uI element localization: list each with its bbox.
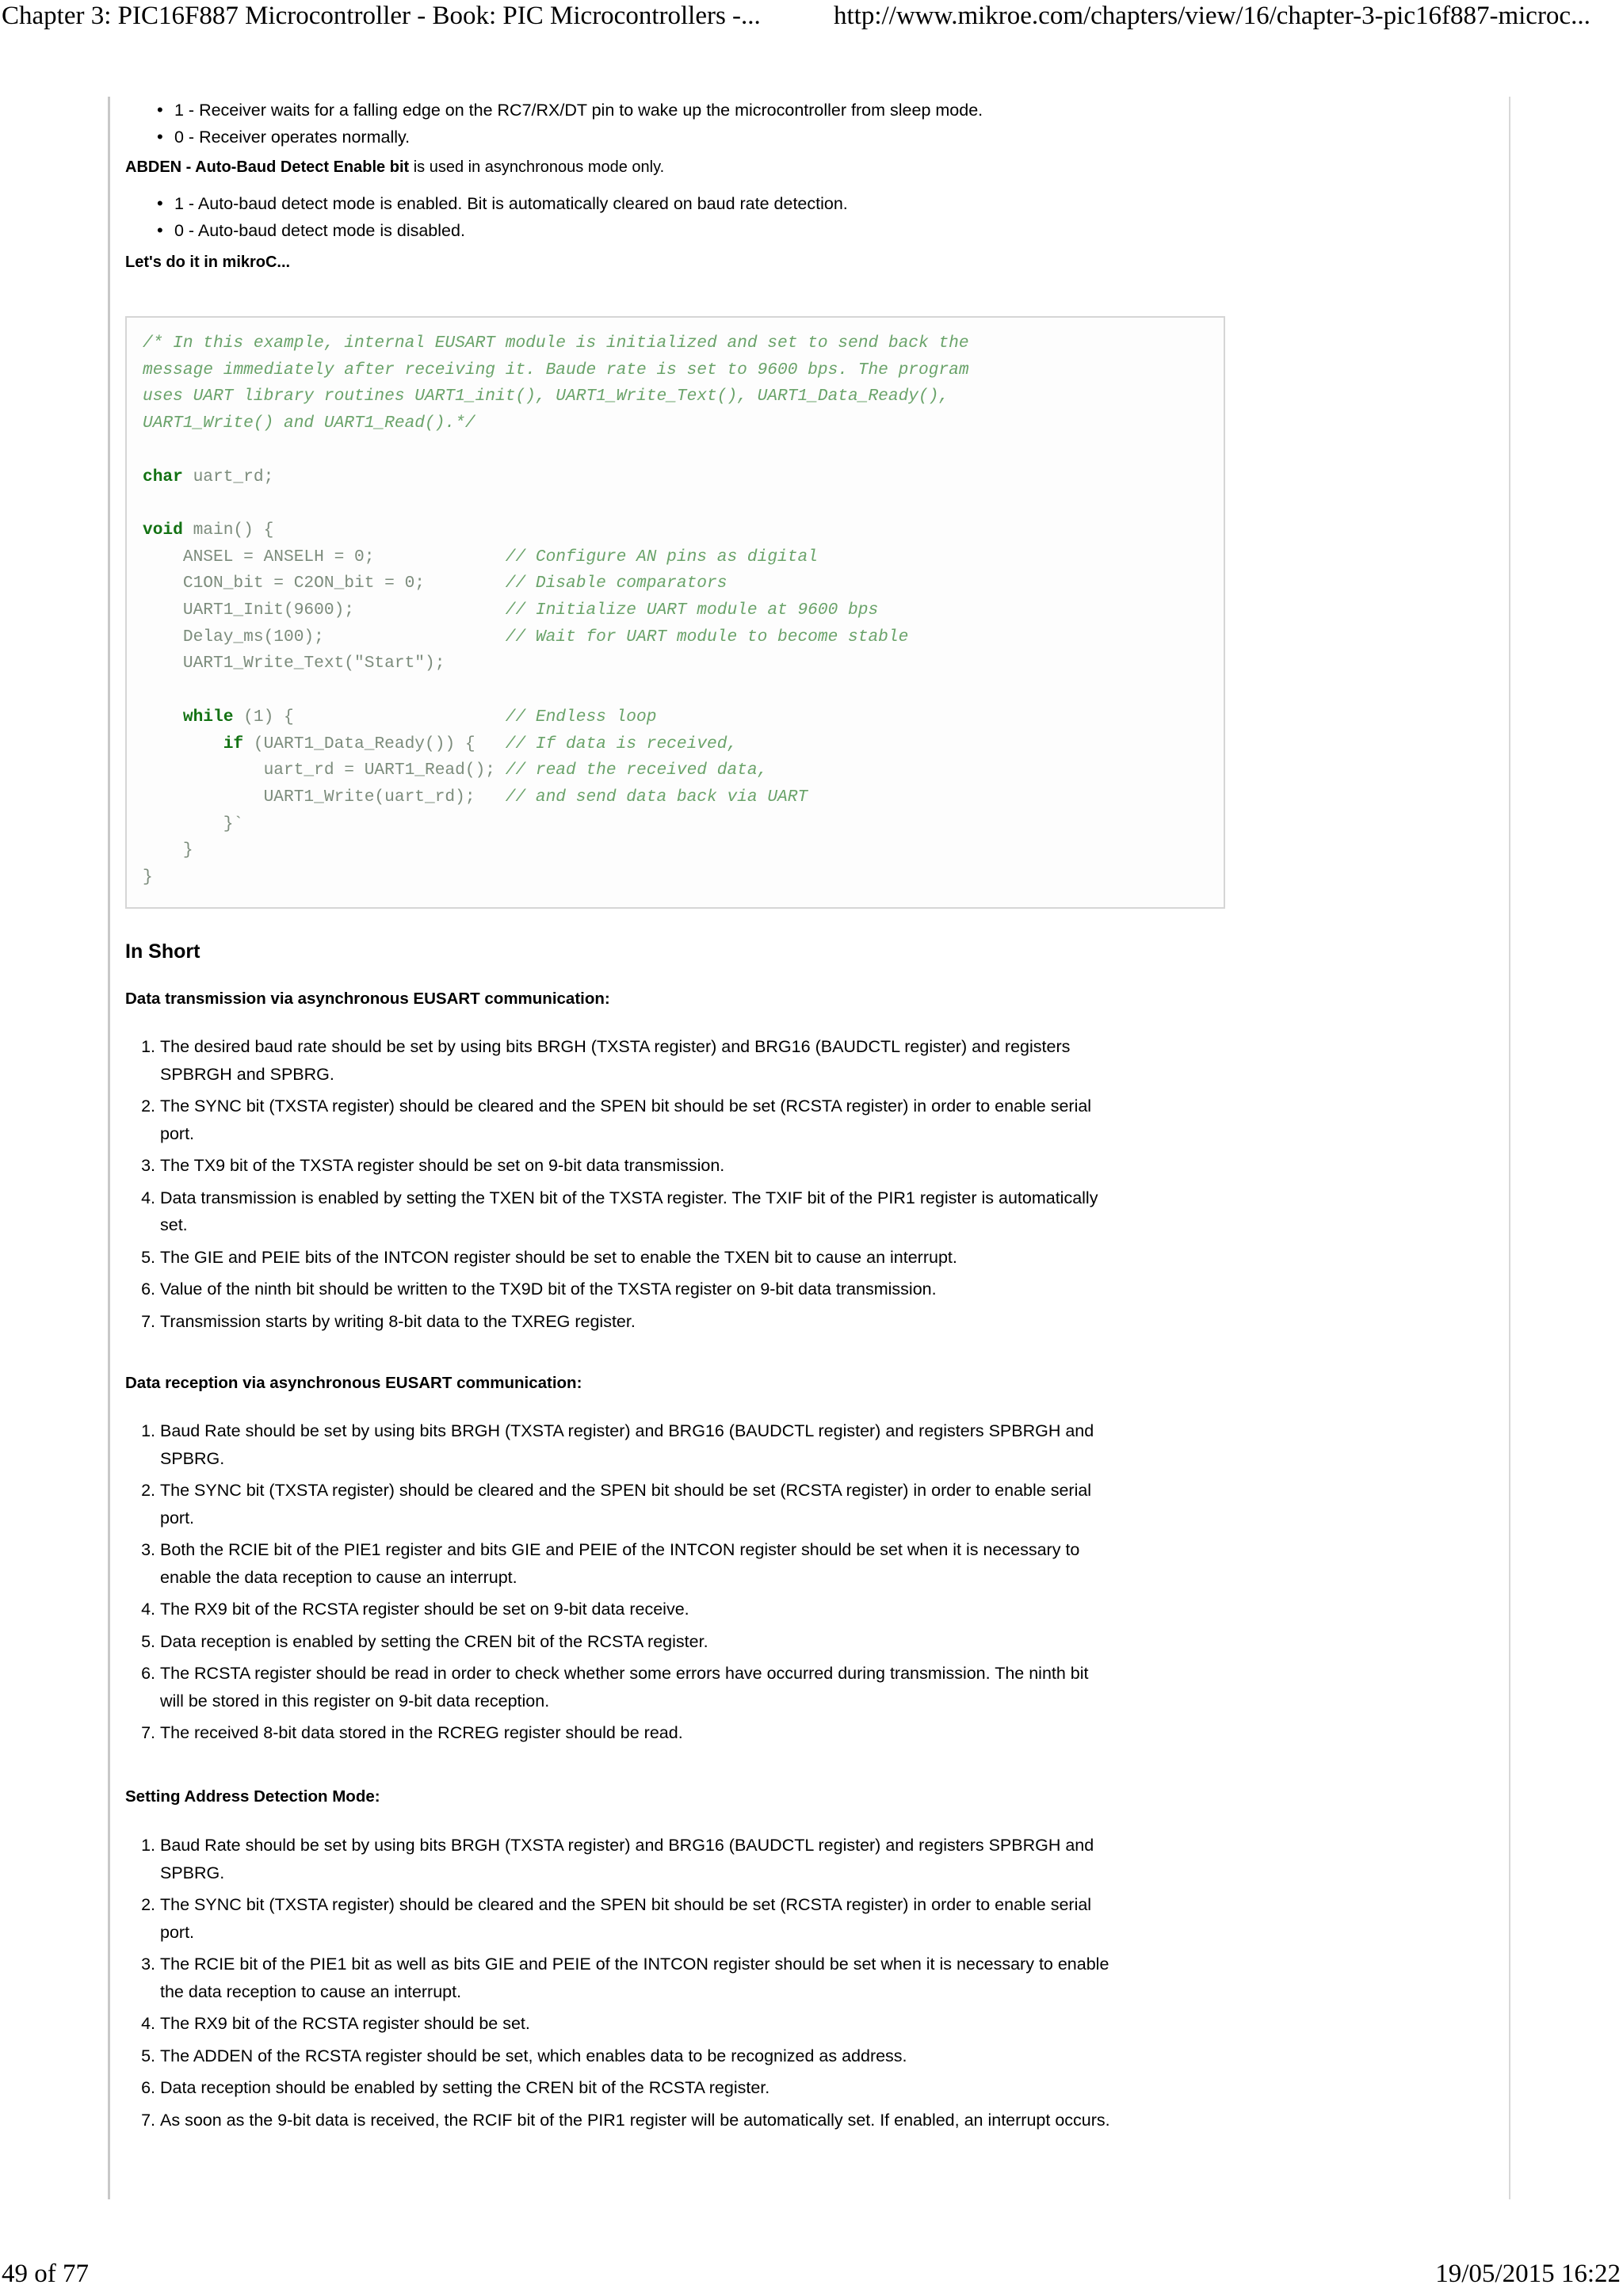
list-item: 6. The RCSTA register should be read in order to check whether some errors have occurred during transmission. The ninth bit will be stored in this register on 9-bit data reception.: [160, 1660, 1111, 1714]
print-header: [0, 2, 1623, 36]
code-text: }: [143, 868, 153, 887]
code-keyword: if: [223, 734, 244, 753]
content-border-right: [1509, 97, 1510, 2199]
page-count: 49 of 77: [2, 2260, 89, 2288]
reception-steps: [125, 1417, 1111, 1752]
code-text: (UART1_Data_Ready()) {: [243, 734, 506, 753]
list-item: 1. Baud Rate should be set by using bits BRGH (TXSTA register) and BRG16 (BAUDCTL register) and registers SPBRGH and SPBRG.: [160, 1417, 1111, 1472]
code-keyword: char: [143, 467, 183, 486]
page-url: http://www.mikroe.com/chapters/view/16/chapter-3-pic16f887-microc...: [834, 2, 1591, 30]
list-item: 3. The TX9 bit of the TXSTA register should be set on 9-bit data transmission.: [160, 1152, 1111, 1180]
list-item: 1. Baud Rate should be set by using bits BRGH (TXSTA register) and BRG16 (BAUDCTL register) and registers SPBRGH and SPBRG.: [160, 1832, 1111, 1886]
code-comment: // Wait for UART module to become stable: [505, 627, 909, 646]
code-comment: /* In this example, internal EUSART module is initialized and set to send back the: [143, 334, 969, 353]
code-text: UART1_Init(9600);: [143, 601, 506, 620]
list-item: 5. The GIE and PEIE bits of the INTCON register should be set to enable the TXEN bit to cause an interrupt.: [160, 1244, 1111, 1272]
list-item: 4. The RX9 bit of the RCSTA register should be set on 9-bit data receive.: [160, 1596, 1111, 1623]
code-comment: message immediately after receiving it. Baude rate is set to 9600 bps. The program: [143, 360, 969, 379]
code-text: UART1_Write_Text("Start");: [143, 654, 445, 673]
abden-text: is used in asynchronous mode only.: [409, 158, 665, 176]
lets-do-it-heading: Let's do it in mikroC...: [125, 254, 291, 271]
print-footer: [0, 2260, 1623, 2294]
code-text: (1) {: [233, 707, 506, 727]
list-item: 3. The RCIE bit of the PIE1 bit as well as bits GIE and PEIE of the INTCON register should be set when it is necessary to enable the data reception to cause an interrupt.: [160, 1951, 1111, 2005]
list-item: 2. The SYNC bit (TXSTA register) should be cleared and the SPEN bit should be set (RCSTA register) in order to enable serial port.: [160, 1477, 1111, 1531]
reception-heading: Data reception via asynchronous EUSART communication:: [125, 1374, 582, 1392]
list-item: 2. The SYNC bit (TXSTA register) should be cleared and the SPEN bit should be set (RCSTA register) in order to enable serial port.: [160, 1891, 1111, 1946]
list-item: 7. Transmission starts by writing 8-bit data to the TXREG register.: [160, 1308, 1111, 1336]
page-title: Chapter 3: PIC16F887 Microcontroller - Book: PIC Microcontrollers -...: [2, 2, 761, 30]
code-text: }: [143, 841, 193, 860]
list-item: 3. Both the RCIE bit of the PIE1 register and bits GIE and PEIE of the INTCON register should be set when it is necessary to enable the data reception to cause an interrupt.: [160, 1536, 1111, 1591]
code-comment: // Configure AN pins as digital: [505, 547, 818, 566]
abden-bullet-list: [125, 190, 1076, 244]
list-item: 1. The desired baud rate should be set by using bits BRGH (TXSTA register) and BRG16 (BAUDCTL register) and registers SPBRGH and SPBRG.: [160, 1033, 1111, 1088]
code-text: main() {: [182, 520, 274, 540]
code-comment: // and send data back via UART: [505, 787, 808, 807]
list-item: • 0 - Auto-baud detect mode is disabled.: [174, 217, 1076, 244]
code-example: [125, 316, 1225, 909]
code-comment: // Disable comparators: [505, 574, 727, 593]
address-heading: Setting Address Detection Mode:: [125, 1787, 380, 1806]
list-item: 4. Data transmission is enabled by setting the TXEN bit of the TXSTA register. The TXIF bit of the PIR1 register is automatically set.: [160, 1184, 1111, 1239]
code-comment: uses UART library routines UART1_init(), UART1_Write_Text(), UART1_Data_Ready(),: [143, 387, 949, 406]
in-short-heading: In Short: [125, 940, 200, 963]
abden-term: ABDEN - Auto-Baud Detect Enable bit: [125, 158, 410, 176]
list-item: 7. As soon as the 9-bit data is received, the RCIF bit of the PIR1 register will be automatically set. If enabled, an interrupt occurs.: [160, 2107, 1111, 2134]
list-item: 5. The ADDEN of the RCSTA register should be set, which enables data to be recognized as address.: [160, 2042, 1111, 2070]
abden-description: [125, 154, 1076, 181]
code-text: UART1_Write(uart_rd);: [143, 787, 506, 807]
code-comment: // Initialize UART module at 9600 bps: [505, 601, 879, 620]
list-item: 5. Data reception is enabled by setting the CREN bit of the RCSTA register.: [160, 1628, 1111, 1656]
code-text: uart_rd;: [182, 467, 274, 486]
code-comment: // read the received data,: [505, 761, 768, 780]
list-item: 4. The RX9 bit of the RCSTA register should be set.: [160, 2010, 1111, 2038]
list-item: • 1 - Auto-baud detect mode is enabled. Bit is automatically cleared on baud rate detection.: [174, 190, 1076, 217]
code-text: uart_rd = UART1_Read();: [143, 761, 506, 780]
code-text: }`: [143, 814, 244, 833]
code-text: C1ON_bit = C2ON_bit = 0;: [143, 574, 506, 593]
transmission-heading: Data transmission via asynchronous EUSART communication:: [125, 990, 610, 1008]
intro-section: [125, 97, 1076, 276]
list-item: 6. Data reception should be enabled by setting the CREN bit of the RCSTA register.: [160, 2074, 1111, 2102]
list-item: 6. Value of the ninth bit should be written to the TX9D bit of the TXSTA register on 9-bit data transmission.: [160, 1276, 1111, 1303]
code-comment: // Endless loop: [505, 707, 657, 727]
code-comment: // If data is received,: [505, 734, 738, 753]
code-keyword: while: [182, 707, 234, 727]
code-comment: UART1_Write() and UART1_Read().*/: [143, 414, 475, 433]
list-item: • 1 - Receiver waits for a falling edge on the RC7/RX/DT pin to wake up the microcontroller from sleep mode.: [174, 97, 1076, 124]
wakeup-bullet-list: [125, 97, 1076, 151]
list-item: 7. The received 8-bit data stored in the RCREG register should be read.: [160, 1719, 1111, 1747]
code-text: ANSEL = ANSELH = 0;: [143, 547, 506, 566]
content-border-left: [108, 97, 110, 2199]
code-keyword: void: [143, 520, 183, 540]
address-steps: [125, 1832, 1111, 2138]
transmission-steps: [125, 1033, 1111, 1340]
print-datetime: 19/05/2015 16:22: [1435, 2260, 1621, 2288]
code-text: Delay_ms(100);: [143, 627, 506, 646]
list-item: • 0 - Receiver operates normally.: [174, 124, 1076, 151]
list-item: 2. The SYNC bit (TXSTA register) should be cleared and the SPEN bit should be set (RCSTA register) in order to enable serial port.: [160, 1093, 1111, 1147]
